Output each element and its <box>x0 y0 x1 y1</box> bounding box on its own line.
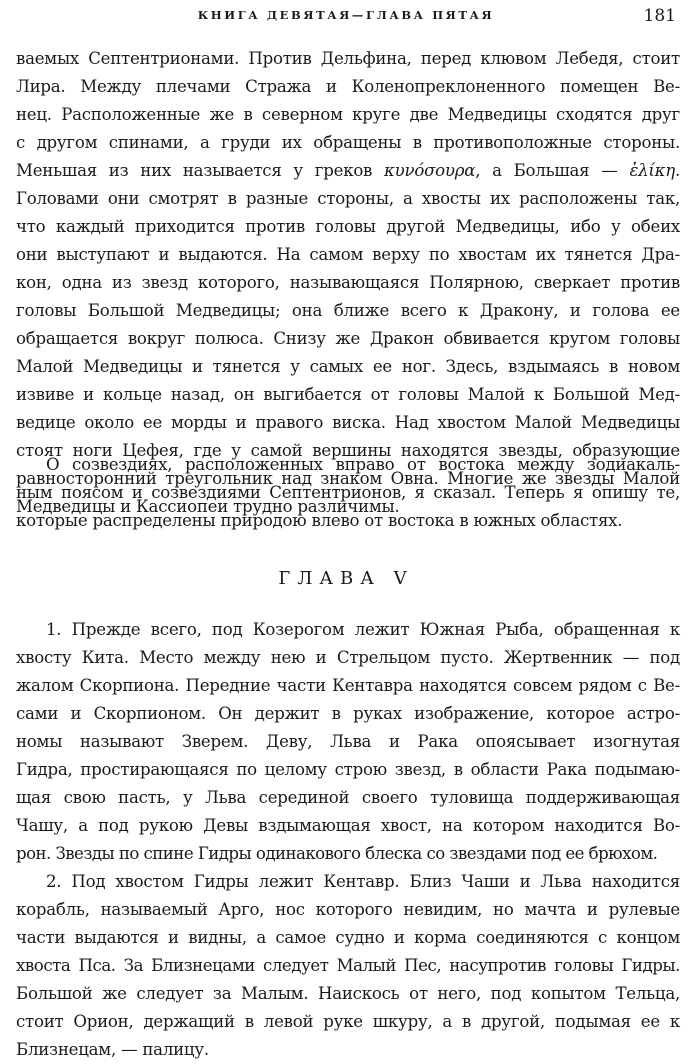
text-line: с другом спинами, а груди их обращены в противоположные стороны. <box>16 133 680 152</box>
text-line: обращается вокруг полюса. Снизу же Дракон обвивается кругом головы <box>16 329 680 348</box>
text-line: корабль, называемый Арго, нос которого невидим, но мачта и рулевые <box>16 900 680 919</box>
paragraph-transition <box>16 451 680 535</box>
text-line: извиве и кольце назад, он выгибается от головы Малой к Большой Мед- <box>16 385 680 404</box>
text-line: сами и Скорпионом. Он держит в руках изображение, которое астро- <box>16 704 680 723</box>
text-line: Большой же следует за Малым. Наискось от него, под копытом Тельца, <box>16 984 680 1003</box>
text-line: Чашу, а под рукою Девы вздымающая хвост, на котором находится Во- <box>16 816 680 835</box>
text-line: которые распределены природою влево от востока в южных областях. <box>16 511 623 530</box>
text-line: жалом Скорпиона. Передние части Кентавра находятся совсем рядом с Ве- <box>16 676 680 695</box>
text-line: ваемых Септентрионами. Против Дельфина, перед клювом Лебедя, стоит <box>16 49 680 68</box>
text-line: что каждый приходится против головы другой Медведицы, ибо у обеих <box>16 217 680 236</box>
text-line-greek-names <box>16 157 680 185</box>
text-line: Головами они смотрят в разные стороны, а хвосты их расположены так, <box>16 189 680 208</box>
greek-word-helike: ἑλίκη <box>629 161 675 180</box>
text-line: Гидра, простирающаяся по целому строю звезд, в области Рака подымаю- <box>16 760 680 779</box>
text-segment: Меньшая из них называется у греков <box>16 161 373 180</box>
section-2 <box>16 868 680 1064</box>
text-line: хвосту Кита. Место между нею и Стрельцом пусто. Жертвенник — под <box>16 648 680 667</box>
text-line: 1. Прежде всего, под Козерогом лежит Южная Рыба, обращенная к <box>46 620 680 639</box>
text-segment: . <box>675 161 681 180</box>
text-line: щая свою пасть, у Льва серединой своего туловища поддерживающая <box>16 788 680 807</box>
text-line: части выдаются и видны, а самое судно и корма соединяются с концом <box>16 928 680 947</box>
text-line: нец. Расположенные же в северном круге две Медведицы сходятся друг <box>16 105 680 124</box>
running-head <box>0 6 692 30</box>
text-line: хвоста Пса. За Близнецами следует Малый Пес, насупротив головы Гидры. <box>16 956 680 975</box>
chapter-heading: ГЛАВА V <box>278 568 414 589</box>
text-line: ным поясом и созвездиями Септентрионов, я сказал. Теперь я опишу те, <box>16 483 680 502</box>
text-line: О созвездиях, расположенных вправо от востока между зодиакаль- <box>46 455 680 474</box>
text-line: стоят ноги Цефея, где у самой вершины находятся звезды, образующие <box>16 441 680 460</box>
text-line: ведице около ее морды и правого виска. Над хвостом Малой Медведицы <box>16 413 680 432</box>
page-number: 181 <box>643 6 676 26</box>
running-title: КНИГА ДЕВЯТАЯ—ГЛАВА ПЯТАЯ <box>197 8 495 22</box>
text-line: головы Большой Медведицы; она ближе всего к Дракону, и голова ее <box>16 301 680 320</box>
section-1 <box>16 616 680 868</box>
text-line: стоит Орион, держащий в левой руке шкуру, а в другой, подымая ее к <box>16 1012 680 1031</box>
text-line: номы называют Зверем. Деву, Льва и Рака опоясывает изогнутая <box>16 732 680 751</box>
text-line: Малой Медведицы и тянется у самых ее ног. Здесь, вздымаясь в новом <box>16 357 680 376</box>
text-line: рон. Звезды по спине Гидры одинакового блеска со звездами под ее брюхом. <box>16 844 658 863</box>
text-line: кон, одна из звезд которого, называющаяся Полярною, сверкает против <box>16 273 680 292</box>
greek-word-kynosoura: κυνόσουρα <box>384 161 476 180</box>
text-line: Лира. Между плечами Стража и Коленопреклоненного помещен Ве- <box>16 77 680 96</box>
text-line: 2. Под хвостом Гидры лежит Кентавр. Близ Чаши и Льва находится <box>46 872 680 891</box>
text-segment: , а Большая — <box>475 161 618 180</box>
text-line: они выступают и выдаются. На самом верху по хвостам их тянется Дра- <box>16 245 680 264</box>
text-line: Близнецам, — палицу. <box>16 1040 209 1059</box>
paragraph-continuation <box>16 45 680 521</box>
text-line: Медведицы и Кассиопеи трудно различимы. <box>16 497 400 516</box>
text-line: равносторонний треугольник над знаком Овна. Многие же звезды Малой <box>16 469 680 488</box>
